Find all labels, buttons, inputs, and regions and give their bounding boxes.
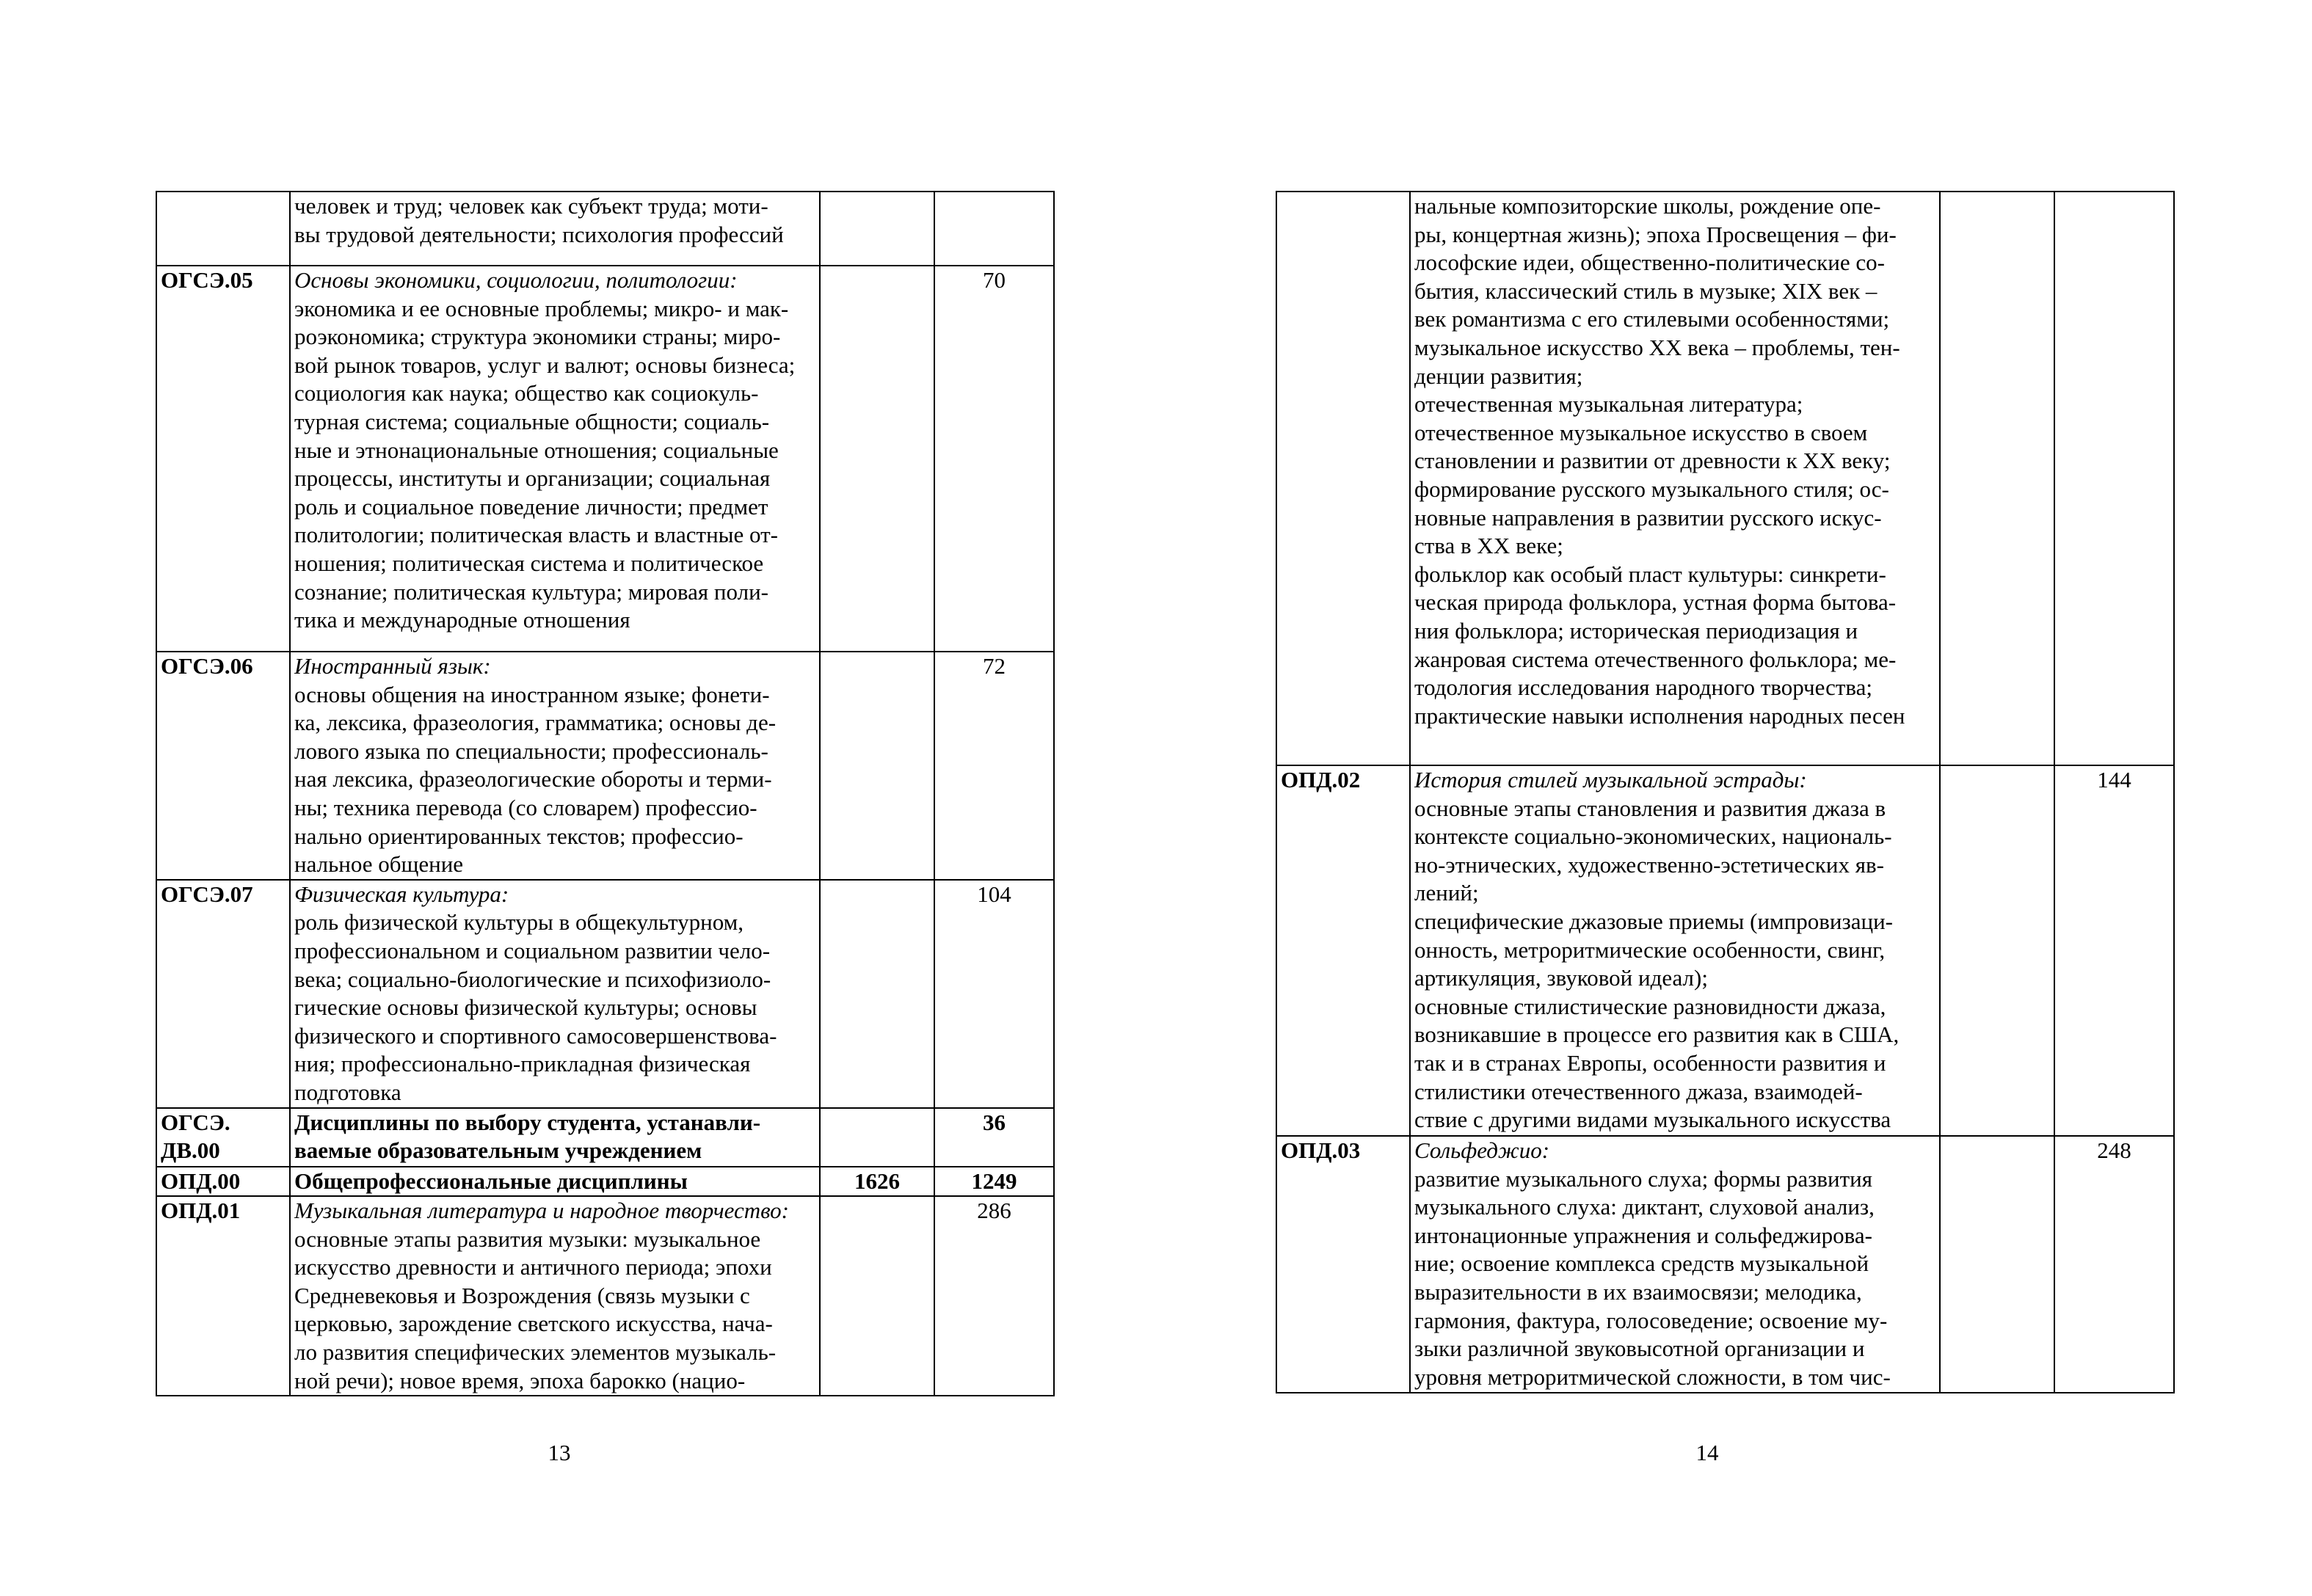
max-hours bbox=[820, 192, 934, 266]
discipline-code: ОПД.02 bbox=[1276, 765, 1410, 1136]
max-hours bbox=[1940, 1136, 2054, 1393]
discipline-description bbox=[290, 1196, 820, 1396]
discipline-title: Физическая культура: bbox=[294, 881, 509, 907]
max-hours bbox=[820, 1108, 934, 1167]
discipline-content: Дисциплины по выбору студента, устанавли- ваемые образовательным учреждением bbox=[294, 1109, 761, 1164]
discipline-description bbox=[290, 192, 820, 266]
discipline-code: ОПД.01 bbox=[156, 1196, 290, 1396]
classroom-hours: 36 bbox=[934, 1108, 1054, 1167]
discipline-content: основные этапы развития музыки: музыкальное искусство древности и античного периода; эпохи Средневековья и Возрождения (связь музыки с церковью, зарождение светского искусства, нача- ло развития специфических элементов музыкаль- ной речи); новое время, эпоха барокко (нацио- bbox=[294, 1225, 777, 1393]
classroom-hours: 70 bbox=[934, 266, 1054, 652]
classroom-hours: 144 bbox=[2054, 765, 2174, 1136]
discipline-content: нальные композиторские школы, рождение опе- ры, концертная жизнь); эпоха Просвещения – фи- лософские идеи, общественно-политические со- бытия, классический стиль в музыке; XIX век – век романтизма с его стилевыми особенностями; музыкальное искусство XX века – проблемы, тен- денции развития; отечественная музыкальная литература; отечественное музыкальное искусство в своем становлении и развитии от древности к XX веку; формирование русского музыкального стиля; ос- новные направления в развитии русского искус- ства в XX веке; фольклор как особый пласт культуры: синкрети- ческая природа фольклора, устная форма бытова- ния фольклора; историческая периодизация и жанровая система отечественного фольклора; ме- тодология исследования народного творчества; практические навыки исполнения народных песен bbox=[1414, 193, 1905, 729]
table-row bbox=[1276, 1136, 2174, 1393]
classroom-hours: 104 bbox=[934, 880, 1054, 1108]
discipline-description bbox=[290, 1108, 820, 1167]
table-row bbox=[156, 1108, 1054, 1167]
discipline-content: основы общения на иностранном языке; фонети- ка, лексика, фразеология, грамматика; основы де- лового языка по специальности; профессиональ- ная лексика, фразеологические обороты и терми- ны; техника перевода (со словарем) профессио- нально ориентированных текстов; профессио- нальное общение bbox=[294, 681, 777, 878]
discipline-code bbox=[156, 192, 290, 266]
max-hours bbox=[820, 266, 934, 652]
page-number: 13 bbox=[548, 1440, 571, 1465]
page-number: 14 bbox=[1695, 1440, 1719, 1465]
discipline-code: ОГСЭ.06 bbox=[156, 652, 290, 880]
max-hours bbox=[820, 652, 934, 880]
discipline-title: Основы экономики, социологии, политологии: bbox=[294, 267, 738, 293]
discipline-title: История стилей музыкальной эстрады: bbox=[1414, 767, 1807, 792]
table-row bbox=[156, 880, 1054, 1108]
max-hours: 1626 bbox=[820, 1167, 934, 1197]
classroom-hours bbox=[934, 192, 1054, 266]
table-row bbox=[1276, 765, 2174, 1136]
max-hours bbox=[1940, 192, 2054, 765]
discipline-description bbox=[290, 652, 820, 880]
classroom-hours: 286 bbox=[934, 1196, 1054, 1396]
discipline-content: развитие музыкального слуха; формы развития музыкального слуха: диктант, слуховой анализ, интонационные упражнения и сольфеджирова- ние; освоение комплекса средств музыкальной выразительности в их взаимосвязи; мелодика, гармония, фактура, голосоведение; освоение му- зыки различной звуковысотной организации и уровня метроритмической сложности, в том чис- bbox=[1414, 1165, 1891, 1390]
curriculum-table-right bbox=[1276, 191, 2175, 1393]
max-hours bbox=[820, 1196, 934, 1396]
discipline-code: ОГСЭ.05 bbox=[156, 266, 290, 652]
curriculum-table-left bbox=[156, 191, 1055, 1396]
discipline-description bbox=[1410, 192, 1940, 765]
table-row bbox=[156, 266, 1054, 652]
table-row bbox=[156, 1167, 1054, 1197]
discipline-content: Общепрофессиональные дисциплины bbox=[294, 1167, 688, 1194]
discipline-code: ОПД.03 bbox=[1276, 1136, 1410, 1393]
discipline-title: Музыкальная литература и народное творчество: bbox=[294, 1198, 790, 1224]
discipline-content: человек и труд; человек как субъект труда; моти- вы трудовой деятельности; психология профессий bbox=[294, 193, 784, 247]
table-row bbox=[156, 652, 1054, 880]
classroom-hours: 1249 bbox=[934, 1167, 1054, 1197]
discipline-description bbox=[290, 880, 820, 1108]
classroom-hours: 248 bbox=[2054, 1136, 2174, 1393]
discipline-code bbox=[1276, 192, 1410, 765]
discipline-description bbox=[290, 1167, 820, 1197]
table-row bbox=[156, 1196, 1054, 1396]
discipline-title: Сольфеджио: bbox=[1414, 1137, 1550, 1163]
table-row bbox=[156, 192, 1054, 266]
classroom-hours bbox=[2054, 192, 2174, 765]
max-hours bbox=[1940, 765, 2054, 1136]
max-hours bbox=[820, 880, 934, 1108]
discipline-title: Иностранный язык: bbox=[294, 653, 491, 679]
discipline-code: ОПД.00 bbox=[156, 1167, 290, 1197]
classroom-hours: 72 bbox=[934, 652, 1054, 880]
discipline-description bbox=[1410, 1136, 1940, 1393]
table-row bbox=[1276, 192, 2174, 765]
right-page bbox=[1156, 0, 2312, 1596]
discipline-description bbox=[1410, 765, 1940, 1136]
discipline-code: ОГСЭ. ДВ.00 bbox=[156, 1108, 290, 1167]
discipline-code: ОГСЭ.07 bbox=[156, 880, 290, 1108]
discipline-content: основные этапы становления и развития джаза в контексте социально-экономических, националь- но-этнических, художественно-эстетических яв- лений; специфические джазовые приемы (импровизаци- онность, метроритмические особенности, свинг, артикуляция, звуковой идеал); основные стилистические разновидности джаза, возникавшие в процессе его развития как в США, так и в странах Европы, особенности развития и стилистики отечественного джаза, взаимодей- ствие с другими видами музыкального искусства bbox=[1414, 795, 1900, 1133]
discipline-description bbox=[290, 266, 820, 652]
discipline-content: роль физической культуры в общекультурном, профессиональном и социальном развитии чело- века; социально-биологические и психофизиоло- гические основы физической культуры; основы физического и спортивного самосовершенствова- ния; профессионально-прикладная физическая подготовка bbox=[294, 909, 777, 1105]
discipline-content: экономика и ее основные проблемы; микро- и мак- роэкономика; структура экономики страны; миро- вой рынок товаров, услуг и валют; основы бизнеса; социология как наука; общество как социокуль- турная система; социальные общности; социаль- ные и этнонациональные отношения; социальные процессы, институты и организации; социальная роль и социальное поведение личности; предмет политологии; политическая власть и властные от- ношения; политическая система и политическое сознание; политическая культура; мировая поли- тика и международные отношения bbox=[294, 295, 796, 633]
